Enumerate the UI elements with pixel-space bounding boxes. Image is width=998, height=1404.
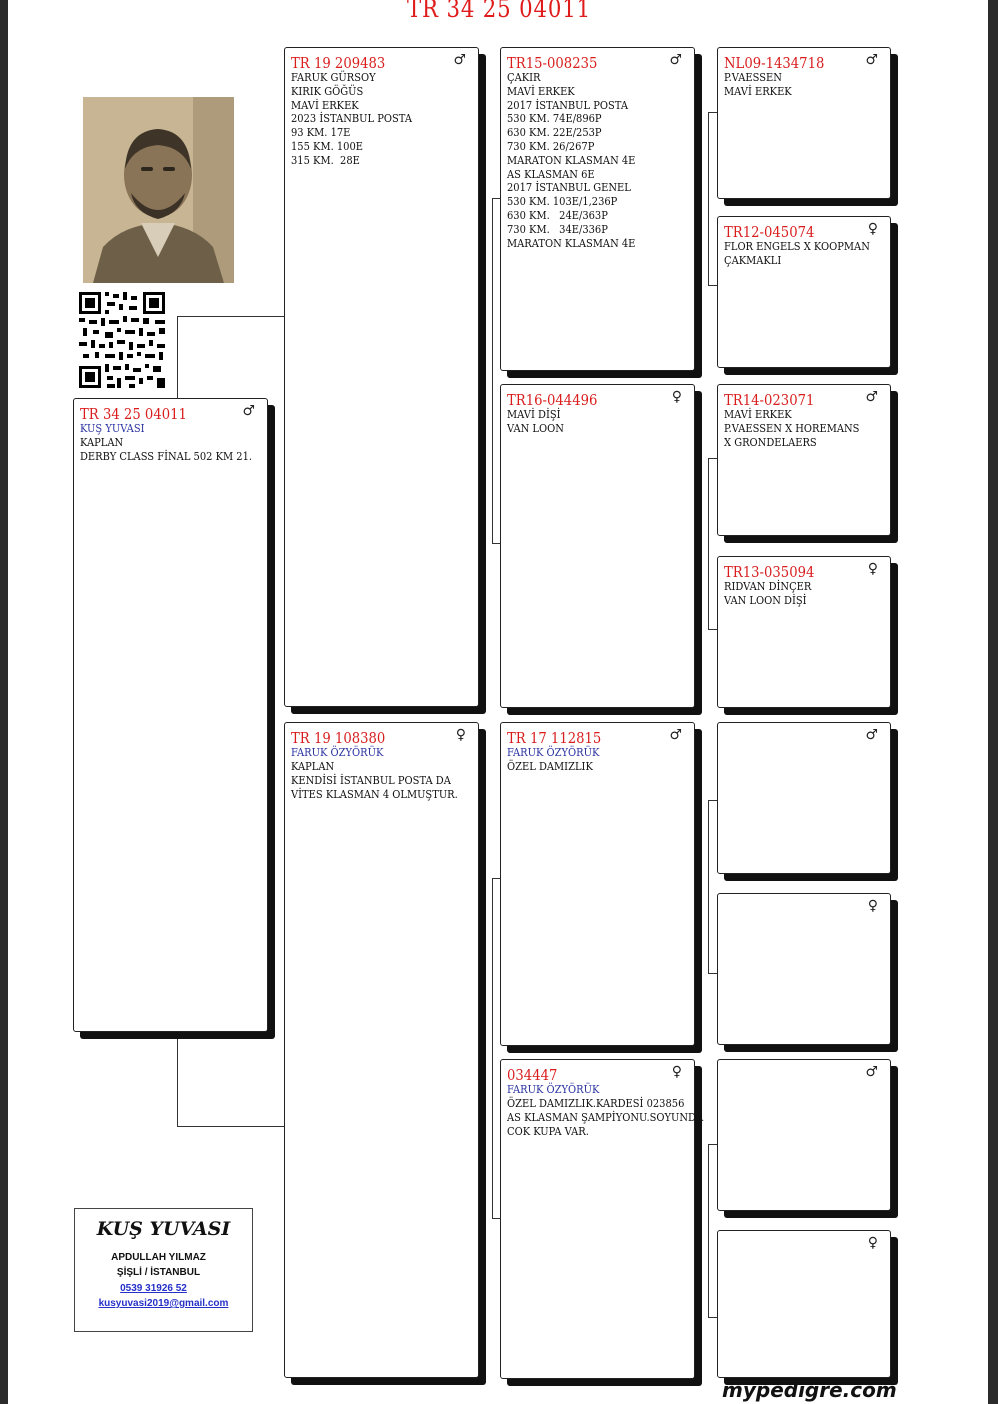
breeder-person: APDULLAH YILMAZ [111,1252,206,1263]
gen3-line: RIDVAN DİNÇER [724,580,812,593]
dam-sire-card[interactable] [500,722,695,1046]
owner-photo [83,97,234,283]
sire-sire-line: 730 KM. 34E/336P [507,222,608,236]
breeder-location: ŞİŞLİ / İSTANBUL [116,1267,201,1278]
connector-subject-dam [177,1038,286,1127]
sire-dam-ring-number: TR16-044496 [507,391,598,409]
sire-sire-line: 530 KM. 103E/1,236P [507,195,618,209]
qr-code[interactable] [79,292,165,388]
footer-brand: mypedigre.com [722,1378,897,1402]
breeder-name: KUŞ YUVASI [96,1218,231,1240]
male-icon: ♂ [865,389,878,405]
sire-sire-line: 530 KM. 74E/896P [507,112,602,126]
male-icon: ♂ [669,52,682,68]
sire-sire-line: MARATON KLASMAN 4E [507,153,636,167]
gen3-card-2[interactable] [717,216,891,368]
dam-line: KAPLAN [291,760,335,773]
sire-card[interactable] [284,47,479,707]
sire-line: FARUK GÜRSOY [291,71,376,84]
female-icon: ♀ [867,221,878,237]
breeder-phone-link[interactable]: 0539 31926 52 [120,1283,187,1294]
subject-line: KAPLAN [80,436,124,449]
dam-dam-card[interactable] [500,1059,704,1379]
gen3-ring-number: NL09-1434718 [724,54,825,72]
male-icon: ♂ [242,403,255,419]
dam-sire-line: ÖZEL DAMIZLIK [507,760,593,773]
male-icon: ♂ [669,727,682,743]
dam-ring-number: TR 19 108380 [291,729,386,747]
female-icon: ♀ [455,727,466,743]
sire-sire-line: 630 KM. 24E/363P [507,208,608,222]
sire-dam-card[interactable] [500,384,695,708]
male-icon: ♂ [865,1064,878,1080]
gen3-card-5[interactable] [717,722,891,874]
gen3-card-1[interactable] [717,47,891,199]
gen3-line: P.VAESSEN X HOREMANS [724,421,860,435]
gen3-card-4[interactable] [717,556,891,708]
sire-sire-line: 630 KM. 22E/253P [507,126,602,140]
sire-line: 155 KM. 100E [291,139,363,153]
breeder-info-box [74,1208,253,1332]
sire-dam-line: MAVİ DİŞİ [507,408,561,421]
gen3-line: FLOR ENGELS X KOOPMAN [724,240,870,253]
gen3-line: ÇAKMAKLI [724,253,782,267]
gen3-line: P.VAESSEN [724,71,782,84]
dam-dam-line: AS KLASMAN ŞAMPİYONU.SOYUNDA [507,1110,704,1124]
dam-sire-ring-number: TR 17 112815 [507,729,602,747]
subject-owner: KUŞ YUVASI [80,422,145,435]
gen3-ring-number: TR13-035094 [724,563,815,581]
sire-line: 93 KM. 17E [291,126,351,140]
breeder-email-link[interactable]: kusyuvasi2019@gmail.com [98,1298,229,1309]
gen3-ring-number: TR12-045074 [724,223,815,241]
sire-dam-line: VAN LOON [507,421,564,435]
right-border [988,0,998,1404]
page-title: TR 34 25 04011 [406,0,592,23]
dam-line: VİTES KLASMAN 4 OLMUŞTUR. [291,787,458,801]
sire-sire-line: 730 KM. 26/267P [507,139,595,153]
sire-line: MAVİ ERKEK [291,98,359,112]
subject-ring-number: TR 34 25 04011 [80,405,187,423]
gen3-line: X GRONDELAERS [724,435,817,449]
left-border [0,0,8,1404]
sire-sire-line: AS KLASMAN 6E [507,167,595,181]
sire-line: KIRIK GÖĞÜS [291,84,364,98]
gen3-line: MAVİ ERKEK [724,408,792,421]
gen3-card-8[interactable] [717,1230,891,1378]
female-icon: ♀ [867,898,878,914]
female-icon: ♀ [671,389,682,405]
subject-line: DERBY CLASS FİNAL 502 KM 21. [80,449,253,463]
dam-dam-line: COK KUPA VAR. [507,1124,589,1138]
female-icon: ♀ [867,1235,878,1251]
sire-line: 2023 İSTANBUL POSTA [291,112,413,126]
sire-sire-card[interactable] [500,47,695,371]
portrait-image [83,97,234,283]
dam-owner: FARUK ÖZYÖRÜK [291,746,384,759]
dam-dam-ring-number: 034447 [507,1066,558,1084]
gen3-ring-number: TR14-023071 [724,391,815,409]
sire-sire-line: MAVİ ERKEK [507,84,575,98]
gen3-line: VAN LOON DİŞİ [724,593,807,607]
sire-sire-line: 2017 İSTANBUL GENEL [507,181,631,195]
gen3-card-6[interactable] [717,893,891,1045]
male-icon: ♂ [453,52,466,68]
subject-card[interactable] [73,398,268,1032]
connector-subject-sire [177,316,286,399]
sire-ring-number: TR 19 209483 [291,54,386,72]
dam-line: KENDİSİ İSTANBUL POSTA DA [291,773,451,787]
sire-sire-ring-number: TR15-008235 [507,54,598,72]
male-icon: ♂ [865,52,878,68]
female-icon: ♀ [867,561,878,577]
dam-sire-owner: FARUK ÖZYÖRÜK [507,746,600,759]
sire-line: 315 KM. 28E [291,153,360,167]
gen3-line: MAVİ ERKEK [724,84,792,98]
sire-sire-line: 2017 İSTANBUL POSTA [507,98,629,112]
gen3-card-3[interactable] [717,384,891,536]
male-icon: ♂ [865,727,878,743]
sire-sire-line: ÇAKIR [507,71,541,84]
gen3-card-7[interactable] [717,1059,891,1211]
dam-dam-owner: FARUK ÖZYÖRÜK [507,1083,600,1096]
dam-card[interactable] [284,722,479,1378]
female-icon: ♀ [671,1064,682,1080]
sire-sire-line: MARATON KLASMAN 4E [507,236,636,250]
dam-dam-line: ÖZEL DAMIZLIK.KARDESİ 023856 [507,1097,685,1110]
